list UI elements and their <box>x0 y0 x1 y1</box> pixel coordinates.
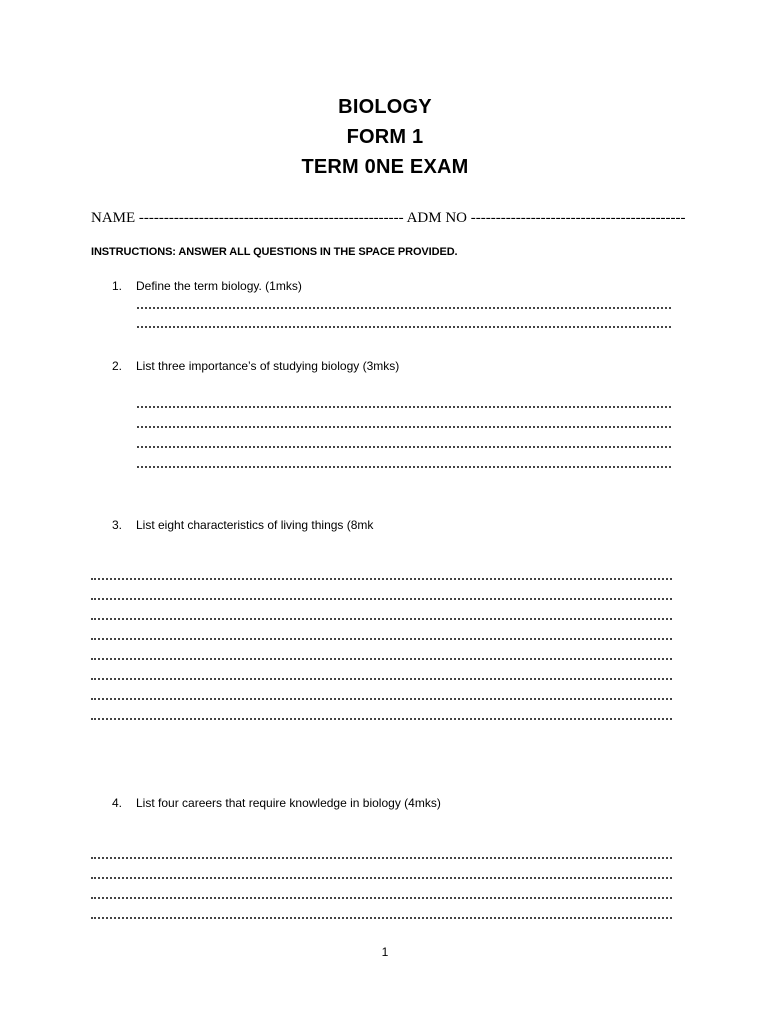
question-4-number: 4. <box>112 796 123 810</box>
exam-term-title: TERM 0NE EXAM <box>301 156 469 178</box>
exam-subject-title: BIOLOGY <box>338 96 432 118</box>
answer-line <box>91 717 672 720</box>
answer-line <box>91 677 672 680</box>
question-4-text: List four careers that require knowledge in biology (4mks) <box>136 796 441 810</box>
question-2-text: List three importance’s of studying biology (3mks) <box>136 359 400 373</box>
answer-line <box>91 597 672 600</box>
question-1-number: 1. <box>112 279 123 293</box>
exam-form-title: FORM 1 <box>346 126 424 148</box>
answer-line <box>91 896 672 899</box>
answer-line <box>91 697 672 700</box>
answer-line <box>91 577 672 580</box>
instructions: INSTRUCTIONS: ANSWER ALL QUESTIONS IN THE SPACE PROVIDED. <box>91 246 458 258</box>
answer-line <box>91 637 672 640</box>
page-number: 1 <box>381 945 389 959</box>
answer-line <box>137 325 671 328</box>
answer-line <box>91 876 672 879</box>
answer-line <box>137 445 671 448</box>
question-3-text: List eight characteristics of living things (8mk <box>136 518 374 532</box>
question-2-number: 2. <box>112 359 123 373</box>
answer-line <box>137 405 671 408</box>
answer-line <box>91 617 672 620</box>
answer-line <box>137 425 671 428</box>
answer-line <box>91 657 672 660</box>
answer-line <box>137 306 671 309</box>
answer-line <box>91 916 672 919</box>
answer-line <box>137 465 671 468</box>
student-name-adm-line: NAME ----------------------------------------------------- ADM NO ------------------------------------------- <box>91 210 686 226</box>
question-1-text: Define the term biology. (1mks) <box>136 279 302 293</box>
answer-line <box>91 856 672 859</box>
question-3-number: 3. <box>112 518 123 532</box>
